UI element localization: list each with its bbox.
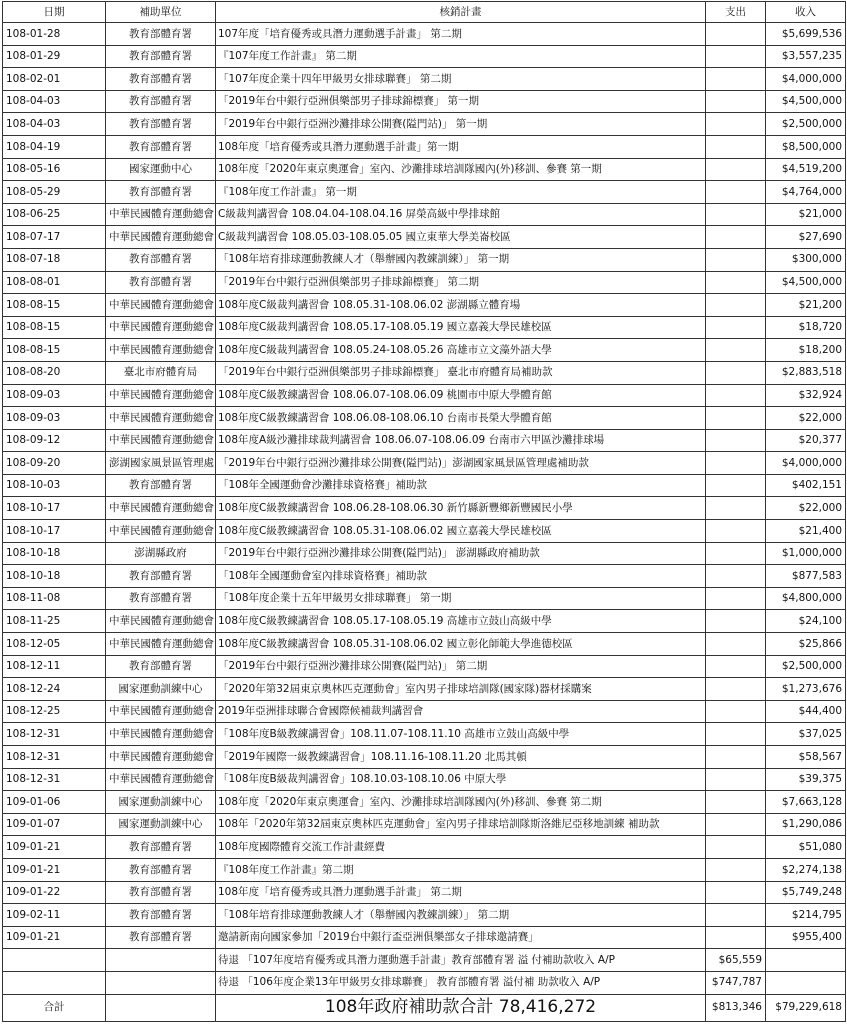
table-row (3, 90, 846, 113)
cell-income: $58,567 (766, 746, 846, 769)
cell-plan: 108年度C級教練講習會 108.06.07-108.06.09 桃園市中原大學體育館 (216, 384, 706, 407)
total-summary: 108年政府補助款合計 78,416,272 (216, 994, 706, 1021)
cell-income: $22,000 (766, 497, 846, 520)
cell-unit: 教育部體育署 (106, 881, 216, 904)
cell-unit: 教育部體育署 (106, 836, 216, 859)
cell-plan: 「2019年台中銀行亞洲俱樂部男子排球錦標賽」 第一期 (216, 90, 706, 113)
table-row (3, 723, 846, 746)
table-row (3, 181, 846, 204)
cell-date: 108-05-16 (3, 158, 106, 181)
table-row (3, 45, 846, 68)
cell-income: $4,519,200 (766, 158, 846, 181)
total-income: $79,229,618 (766, 994, 846, 1021)
cell-date: 108-01-28 (3, 23, 106, 46)
cell-date: 108-05-29 (3, 181, 106, 204)
cell-plan: 108年度「培育優秀或具潛力運動選手計畫」 第二期 (216, 881, 706, 904)
cell-date: 108-11-25 (3, 610, 106, 633)
cell-expense (706, 881, 766, 904)
cell-date: 108-04-19 (3, 135, 106, 158)
cell-plan: 108年度C級裁判講習會 108.05.31-108.06.02 澎湖縣立體育場 (216, 294, 706, 317)
cell-income: $2,883,518 (766, 361, 846, 384)
cell-expense (706, 23, 766, 46)
table-row (3, 203, 846, 226)
cell-unit: 教育部體育署 (106, 90, 216, 113)
cell-unit: 中華民國體育運動總會 (106, 746, 216, 769)
cell-income: $5,699,536 (766, 23, 846, 46)
cell-income: $3,557,235 (766, 45, 846, 68)
cell-date (3, 971, 106, 994)
cell-date: 108-09-03 (3, 407, 106, 430)
cell-income: $4,500,000 (766, 271, 846, 294)
cell-unit: 澎湖縣政府 (106, 542, 216, 565)
cell-plan: 108年度「培育優秀或具潛力運動選手計畫」第一期 (216, 135, 706, 158)
cell-expense (706, 520, 766, 543)
cell-unit: 教育部體育署 (106, 135, 216, 158)
table-row (3, 565, 846, 588)
cell-income: $2,274,138 (766, 858, 846, 881)
cell-plan: 108年度C級教練講習會 108.06.28-108.06.30 新竹縣新豐鄉新豐國民小學 (216, 497, 706, 520)
cell-date: 108-09-03 (3, 384, 106, 407)
cell-income: $21,200 (766, 294, 846, 317)
table-row (3, 407, 846, 430)
cell-expense (706, 271, 766, 294)
cell-date: 108-10-03 (3, 474, 106, 497)
cell-plan: 「2019年國際一級教練講習會」108.11.16-108.11.20 北馬其頓 (216, 746, 706, 769)
cell-income: $2,500,000 (766, 655, 846, 678)
header-unit: 補助單位 (106, 2, 216, 23)
header-income: 收入 (766, 2, 846, 23)
cell-date: 108-07-18 (3, 248, 106, 271)
cell-plan: 『108年度工作計畫』第二期 (216, 858, 706, 881)
cell-unit: 教育部體育署 (106, 587, 216, 610)
cell-unit: 教育部體育署 (106, 271, 216, 294)
cell-expense (706, 587, 766, 610)
cell-expense (706, 384, 766, 407)
total-blank (106, 994, 216, 1021)
cell-plan: 「2020年第32屆東京奧林匹克運動會」室內男子排球培訓隊(國家隊)器材採購案 (216, 678, 706, 701)
cell-expense (706, 858, 766, 881)
cell-income: $1,000,000 (766, 542, 846, 565)
header-row (3, 2, 846, 23)
cell-unit (106, 949, 216, 972)
header-plan: 核銷計畫 (216, 2, 706, 23)
cell-income: $4,764,000 (766, 181, 846, 204)
cell-unit: 中華民國體育運動總會 (106, 316, 216, 339)
cell-plan: 「2019年台中銀行亞洲沙灘排球公開賽(隘門站)」澎湖國家風景區管理處補助款 (216, 452, 706, 475)
cell-date (3, 949, 106, 972)
cell-unit: 國家運動中心 (106, 158, 216, 181)
cell-date: 109-01-07 (3, 813, 106, 836)
cell-income: $4,500,000 (766, 90, 846, 113)
table-row (3, 678, 846, 701)
cell-unit: 教育部體育署 (106, 181, 216, 204)
cell-date: 108-12-11 (3, 655, 106, 678)
cell-date: 108-12-31 (3, 746, 106, 769)
cell-unit: 中華民國體育運動總會 (106, 768, 216, 791)
cell-expense (706, 407, 766, 430)
cell-plan: 「108年培育排球運動教練人才（舉辦國內教練訓練）」 第一期 (216, 248, 706, 271)
table-row (3, 520, 846, 543)
table-row (3, 633, 846, 656)
cell-unit: 教育部體育署 (106, 45, 216, 68)
cell-income: $877,583 (766, 565, 846, 588)
cell-plan: 「2019年台中銀行亞洲沙灘排球公開賽(隘門站)」 第二期 (216, 655, 706, 678)
cell-income: $44,400 (766, 700, 846, 723)
table-row (3, 452, 846, 475)
table-row (3, 836, 846, 859)
cell-date: 108-02-01 (3, 68, 106, 91)
cell-expense (706, 700, 766, 723)
cell-income: $51,080 (766, 836, 846, 859)
header-expense: 支出 (706, 2, 766, 23)
cell-expense (706, 45, 766, 68)
cell-income: $39,375 (766, 768, 846, 791)
cell-plan: 「2019年台中銀行亞洲俱樂部男子排球錦標賽」 第二期 (216, 271, 706, 294)
table-row (3, 361, 846, 384)
cell-unit: 國家運動訓練中心 (106, 791, 216, 814)
cell-unit: 中華民國體育運動總會 (106, 633, 216, 656)
ledger-body (3, 23, 846, 995)
cell-expense (706, 181, 766, 204)
cell-plan: 108年度C級教練講習會 108.05.31-108.06.02 國立嘉義大學民雄校區 (216, 520, 706, 543)
cell-date: 108-11-08 (3, 587, 106, 610)
cell-plan: 108年度C級教練講習會 108.06.08-108.06.10 台南市長榮大學體育館 (216, 407, 706, 430)
cell-date: 109-01-21 (3, 858, 106, 881)
cell-expense (706, 316, 766, 339)
cell-plan: 108年度「2020年東京奧運會」室內、沙灘排球培訓隊國內(外)移訓、參賽 第一期 (216, 158, 706, 181)
total-label: 合計 (3, 994, 106, 1021)
table-row (3, 587, 846, 610)
cell-expense (706, 158, 766, 181)
table-row (3, 271, 846, 294)
cell-expense (706, 768, 766, 791)
cell-unit: 澎湖國家風景區管理處 (106, 452, 216, 475)
table-row (3, 700, 846, 723)
cell-income: $955,400 (766, 926, 846, 949)
cell-expense (706, 113, 766, 136)
cell-income: $7,663,128 (766, 791, 846, 814)
cell-plan: 108年度C級裁判講習會 108.05.17-108.05.19 國立嘉義大學民雄校區 (216, 316, 706, 339)
cell-date: 108-12-05 (3, 633, 106, 656)
cell-date: 108-08-15 (3, 339, 106, 362)
table-row (3, 68, 846, 91)
cell-plan: C級裁判講習會 108.05.03-108.05.05 國立東華大學美崙校區 (216, 226, 706, 249)
cell-expense (706, 655, 766, 678)
cell-date: 108-09-12 (3, 429, 106, 452)
cell-date: 109-01-06 (3, 791, 106, 814)
cell-unit: 教育部體育署 (106, 113, 216, 136)
total-row (3, 994, 846, 1021)
cell-unit: 教育部體育署 (106, 904, 216, 927)
cell-unit: 中華民國體育運動總會 (106, 610, 216, 633)
table-row (3, 429, 846, 452)
cell-unit: 教育部體育署 (106, 248, 216, 271)
table-row (3, 971, 846, 994)
table-row (3, 113, 846, 136)
cell-date: 108-10-18 (3, 542, 106, 565)
cell-expense (706, 203, 766, 226)
cell-unit: 國家運動訓練中心 (106, 678, 216, 701)
cell-date: 108-09-20 (3, 452, 106, 475)
cell-plan: 待退 「106年度企業13年甲級男女排球聯賽」 教育部體育署 溢付補 助款收入 A/P (216, 971, 706, 994)
cell-expense (706, 226, 766, 249)
cell-plan: 108年度「2020年東京奧運會」室內、沙灘排球培訓隊國內(外)移訓、參賽 第二期 (216, 791, 706, 814)
cell-date: 108-07-17 (3, 226, 106, 249)
cell-expense (706, 68, 766, 91)
cell-income: $4,000,000 (766, 452, 846, 475)
cell-expense (706, 248, 766, 271)
cell-income: $300,000 (766, 248, 846, 271)
cell-expense (706, 339, 766, 362)
table-row (3, 474, 846, 497)
table-row (3, 316, 846, 339)
cell-unit: 中華民國體育運動總會 (106, 407, 216, 430)
cell-plan: 「108年度企業十五年甲級男女排球聯賽」 第一期 (216, 587, 706, 610)
cell-income: $2,500,000 (766, 113, 846, 136)
cell-date: 109-01-21 (3, 836, 106, 859)
table-row (3, 791, 846, 814)
table-row (3, 135, 846, 158)
cell-unit: 國家運動訓練中心 (106, 813, 216, 836)
cell-unit: 教育部體育署 (106, 858, 216, 881)
cell-date: 108-12-31 (3, 723, 106, 746)
table-row (3, 858, 846, 881)
cell-unit: 中華民國體育運動總會 (106, 700, 216, 723)
table-row (3, 746, 846, 769)
cell-income: $214,795 (766, 904, 846, 927)
cell-income: $25,866 (766, 633, 846, 656)
cell-expense (706, 542, 766, 565)
cell-unit: 中華民國體育運動總會 (106, 723, 216, 746)
table-row (3, 384, 846, 407)
cell-income (766, 971, 846, 994)
cell-plan: 「2019年台中銀行亞洲俱樂部男子排球錦標賽」 臺北市府體育局補助款 (216, 361, 706, 384)
cell-expense (706, 746, 766, 769)
cell-expense (706, 474, 766, 497)
cell-unit: 臺北市府體育局 (106, 361, 216, 384)
cell-unit: 教育部體育署 (106, 474, 216, 497)
cell-date: 108-01-29 (3, 45, 106, 68)
cell-unit: 中華民國體育運動總會 (106, 226, 216, 249)
cell-date: 108-08-20 (3, 361, 106, 384)
cell-expense (706, 610, 766, 633)
cell-plan: 待退 「107年度培育優秀或具潛力運動選手計畫」教育部體育署 溢 付補助款收入 A/P (216, 949, 706, 972)
cell-income: $21,400 (766, 520, 846, 543)
table-row (3, 497, 846, 520)
table-row (3, 610, 846, 633)
cell-income: $5,749,248 (766, 881, 846, 904)
cell-unit: 中華民國體育運動總會 (106, 429, 216, 452)
cell-expense (706, 723, 766, 746)
table-row (3, 881, 846, 904)
cell-unit: 教育部體育署 (106, 926, 216, 949)
table-row (3, 542, 846, 565)
total-expense: $813,346 (706, 994, 766, 1021)
cell-plan: 108年度C級教練講習會 108.05.31-108.06.02 國立彰化師範大學進德校區 (216, 633, 706, 656)
cell-income: $27,690 (766, 226, 846, 249)
table-row (3, 768, 846, 791)
cell-unit: 中華民國體育運動總會 (106, 294, 216, 317)
cell-income: $37,025 (766, 723, 846, 746)
cell-plan: 『107年度工作計畫』 第二期 (216, 45, 706, 68)
cell-date: 109-01-21 (3, 926, 106, 949)
cell-date: 108-10-17 (3, 520, 106, 543)
cell-income: $21,000 (766, 203, 846, 226)
cell-plan: 108年度C級教練講習會 108.05.17-108.05.19 高雄市立鼓山高級中學 (216, 610, 706, 633)
cell-plan: 『108年度工作計畫』 第一期 (216, 181, 706, 204)
cell-income: $1,290,086 (766, 813, 846, 836)
cell-income: $22,000 (766, 407, 846, 430)
cell-income: $402,151 (766, 474, 846, 497)
cell-unit: 中華民國體育運動總會 (106, 203, 216, 226)
cell-plan: 「107年度企業十四年甲級男女排球聯賽」 第二期 (216, 68, 706, 91)
cell-unit (106, 971, 216, 994)
cell-plan: 「108年全國運動會沙灘排球資格賽」補助款 (216, 474, 706, 497)
cell-unit: 教育部體育署 (106, 68, 216, 91)
cell-income: $20,377 (766, 429, 846, 452)
cell-expense (706, 813, 766, 836)
cell-plan: 108年「2020年第32屆東京奧林匹克運動會」室內男子排球培訓隊斯洛維尼亞移地訓練 補助款 (216, 813, 706, 836)
table-row (3, 813, 846, 836)
cell-income: $24,100 (766, 610, 846, 633)
cell-expense (706, 452, 766, 475)
cell-expense (706, 633, 766, 656)
cell-plan: 「2019年台中銀行亞洲沙灘排球公開賽(隘門站)」 澎湖縣政府補助款 (216, 542, 706, 565)
cell-date: 108-12-31 (3, 768, 106, 791)
cell-unit: 中華民國體育運動總會 (106, 520, 216, 543)
cell-unit: 中華民國體育運動總會 (106, 497, 216, 520)
cell-expense (706, 135, 766, 158)
cell-expense (706, 678, 766, 701)
cell-income: $18,720 (766, 316, 846, 339)
cell-income: $32,924 (766, 384, 846, 407)
cell-unit: 中華民國體育運動總會 (106, 384, 216, 407)
cell-plan: 2019年亞洲排球聯合會國際候補裁判講習會 (216, 700, 706, 723)
cell-plan: 108年度A級沙灘排球裁判講習會 108.06.07-108.06.09 台南市六甲區沙灘排球場 (216, 429, 706, 452)
cell-plan: 108年度國際體育交流工作計畫經費 (216, 836, 706, 859)
table-row (3, 294, 846, 317)
table-row (3, 248, 846, 271)
cell-date: 108-04-03 (3, 113, 106, 136)
cell-expense (706, 497, 766, 520)
cell-expense: $747,787 (706, 971, 766, 994)
cell-unit: 教育部體育署 (106, 655, 216, 678)
table-row (3, 339, 846, 362)
cell-plan: 「108年培育排球運動教練人才（舉辦國內教練訓練）」 第二期 (216, 904, 706, 927)
cell-expense (706, 565, 766, 588)
cell-expense (706, 90, 766, 113)
table-row (3, 926, 846, 949)
cell-income: $4,800,000 (766, 587, 846, 610)
cell-plan: 「108年全國運動會室內排球資格賽」補助款 (216, 565, 706, 588)
cell-date: 108-12-25 (3, 700, 106, 723)
table-row (3, 23, 846, 46)
cell-plan: 108年度C級裁判講習會 108.05.24-108.05.26 高雄市立文藻外語大學 (216, 339, 706, 362)
table-row (3, 949, 846, 972)
subsidy-ledger-table (2, 1, 846, 1022)
cell-date: 108-08-15 (3, 294, 106, 317)
table-row (3, 226, 846, 249)
cell-unit: 教育部體育署 (106, 23, 216, 46)
cell-date: 108-10-17 (3, 497, 106, 520)
cell-expense (706, 791, 766, 814)
cell-plan: 「108年度B級教練講習會」108.11.07-108.11.10 高雄市立鼓山高級中學 (216, 723, 706, 746)
cell-expense (706, 294, 766, 317)
table-row (3, 655, 846, 678)
cell-expense (706, 904, 766, 927)
cell-date: 109-02-11 (3, 904, 106, 927)
cell-date: 108-10-18 (3, 565, 106, 588)
cell-expense (706, 429, 766, 452)
cell-income: $18,200 (766, 339, 846, 362)
cell-date: 108-08-01 (3, 271, 106, 294)
cell-plan: 「108年度B級裁判講習會」108.10.03-108.10.06 中原大學 (216, 768, 706, 791)
cell-income: $4,000,000 (766, 68, 846, 91)
cell-date: 108-04-03 (3, 90, 106, 113)
cell-income: $1,273,676 (766, 678, 846, 701)
cell-income (766, 949, 846, 972)
cell-plan: C級裁判講習會 108.04.04-108.04.16 屏榮高級中學排球館 (216, 203, 706, 226)
cell-expense (706, 836, 766, 859)
cell-expense (706, 926, 766, 949)
table-row (3, 904, 846, 927)
cell-plan: 邀請新南向國家參加「2019台中銀行盃亞洲俱樂部女子排球邀請賽」 (216, 926, 706, 949)
cell-income: $8,500,000 (766, 135, 846, 158)
cell-unit: 中華民國體育運動總會 (106, 339, 216, 362)
cell-date: 108-06-25 (3, 203, 106, 226)
cell-expense: $65,559 (706, 949, 766, 972)
cell-plan: 107年度「培育優秀或具潛力運動選手計畫」 第二期 (216, 23, 706, 46)
cell-date: 108-12-24 (3, 678, 106, 701)
cell-expense (706, 361, 766, 384)
header-date: 日期 (3, 2, 106, 23)
table-row (3, 158, 846, 181)
cell-plan: 「2019年台中銀行亞洲沙灘排球公開賽(隘門站)」 第一期 (216, 113, 706, 136)
cell-date: 109-01-22 (3, 881, 106, 904)
cell-date: 108-08-15 (3, 316, 106, 339)
cell-unit: 教育部體育署 (106, 565, 216, 588)
